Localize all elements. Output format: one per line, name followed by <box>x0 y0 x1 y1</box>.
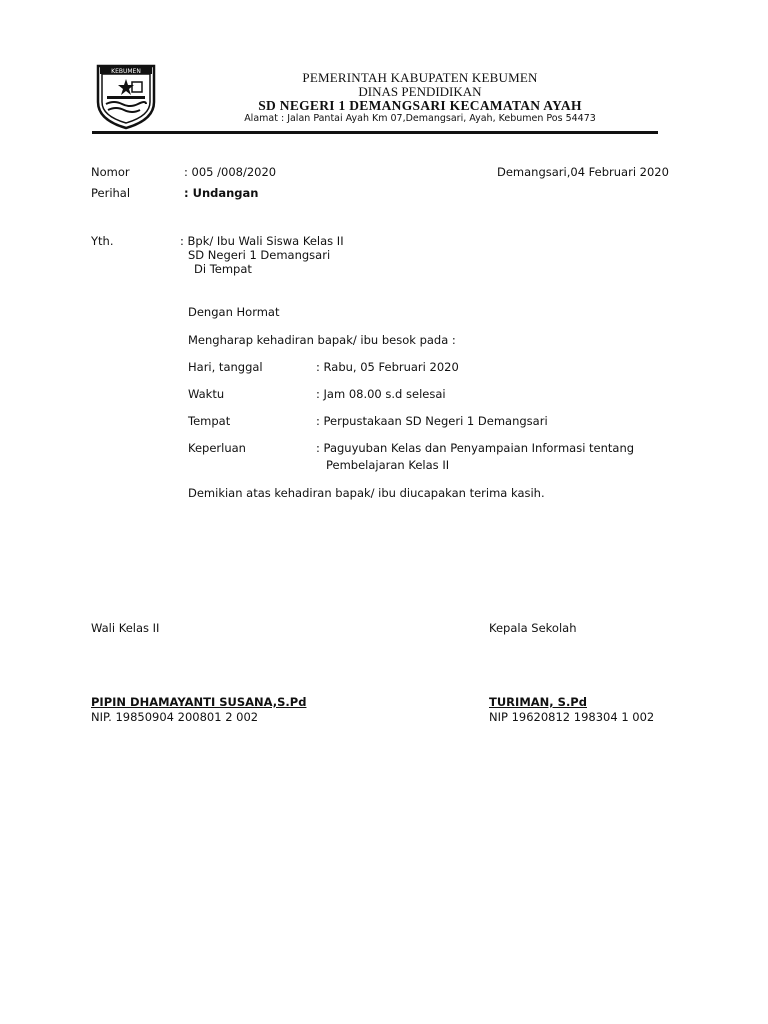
detail-label-purpose: Keperluan <box>188 441 246 455</box>
regency-emblem-logo <box>92 62 160 130</box>
sig-left-name: PIPIN DHAMAYANTI SUSANA,S.Pd <box>91 695 307 709</box>
recipient-line1: : Bpk/ Ibu Wali Siswa Kelas II <box>180 234 344 248</box>
nomor-label: Nomor <box>91 165 130 179</box>
detail-value-purpose-cont: Pembelajaran Kelas II <box>326 458 450 472</box>
sig-right-role: Kepala Sekolah <box>489 621 577 635</box>
recipient-label: Yth. <box>91 234 114 248</box>
detail-value-place: : Perpustakaan SD Negeri 1 Demangsari <box>316 414 548 428</box>
sig-right-name: TURIMAN, S.Pd <box>489 695 587 709</box>
recipient-line2: SD Negeri 1 Demangsari <box>188 248 331 262</box>
place-date: Demangsari,04 Februari 2020 <box>497 165 669 179</box>
intro: Mengharap kehadiran bapak/ ibu besok pada : <box>188 333 456 347</box>
closing: Demikian atas kehadiran bapak/ ibu diucapakan terima kasih. <box>188 486 545 500</box>
nomor-value: : 005 /008/2020 <box>184 165 277 179</box>
detail-label-time: Waktu <box>188 387 225 401</box>
recipient-line3: Di Tempat <box>194 262 252 276</box>
detail-value-date: : Rabu, 05 Februari 2020 <box>316 360 459 374</box>
perihal-value: : Undangan <box>184 186 259 200</box>
detail-value-purpose: : Paguyuban Kelas dan Penyampaian Informasi tentang <box>316 441 635 455</box>
letterhead-government: PEMERINTAH KABUPATEN KEBUMEN <box>302 70 538 85</box>
logo-text: KEBUMEN <box>111 68 141 75</box>
detail-label-place: Tempat <box>188 414 231 428</box>
sig-left-nip: NIP. 19850904 200801 2 002 <box>91 710 259 724</box>
letterhead-department: DINAS PENDIDIKAN <box>358 84 482 99</box>
detail-label-date: Hari, tanggal <box>188 360 263 374</box>
detail-value-time: : Jam 08.00 s.d selesai <box>316 387 446 401</box>
letterhead-address: Alamat : Jalan Pantai Ayah Km 07,Demangsari, Ayah, Kebumen Pos 54473 <box>244 113 596 124</box>
greeting: Dengan Hormat <box>188 305 280 319</box>
letterhead-school-name: SD NEGERI 1 DEMANGSARI KECAMATAN AYAH <box>258 98 582 113</box>
sig-right-nip: NIP 19620812 198304 1 002 <box>489 710 655 724</box>
letterhead-divider <box>92 131 658 134</box>
perihal-label: Perihal <box>91 186 131 200</box>
sig-left-role: Wali Kelas II <box>91 621 160 635</box>
